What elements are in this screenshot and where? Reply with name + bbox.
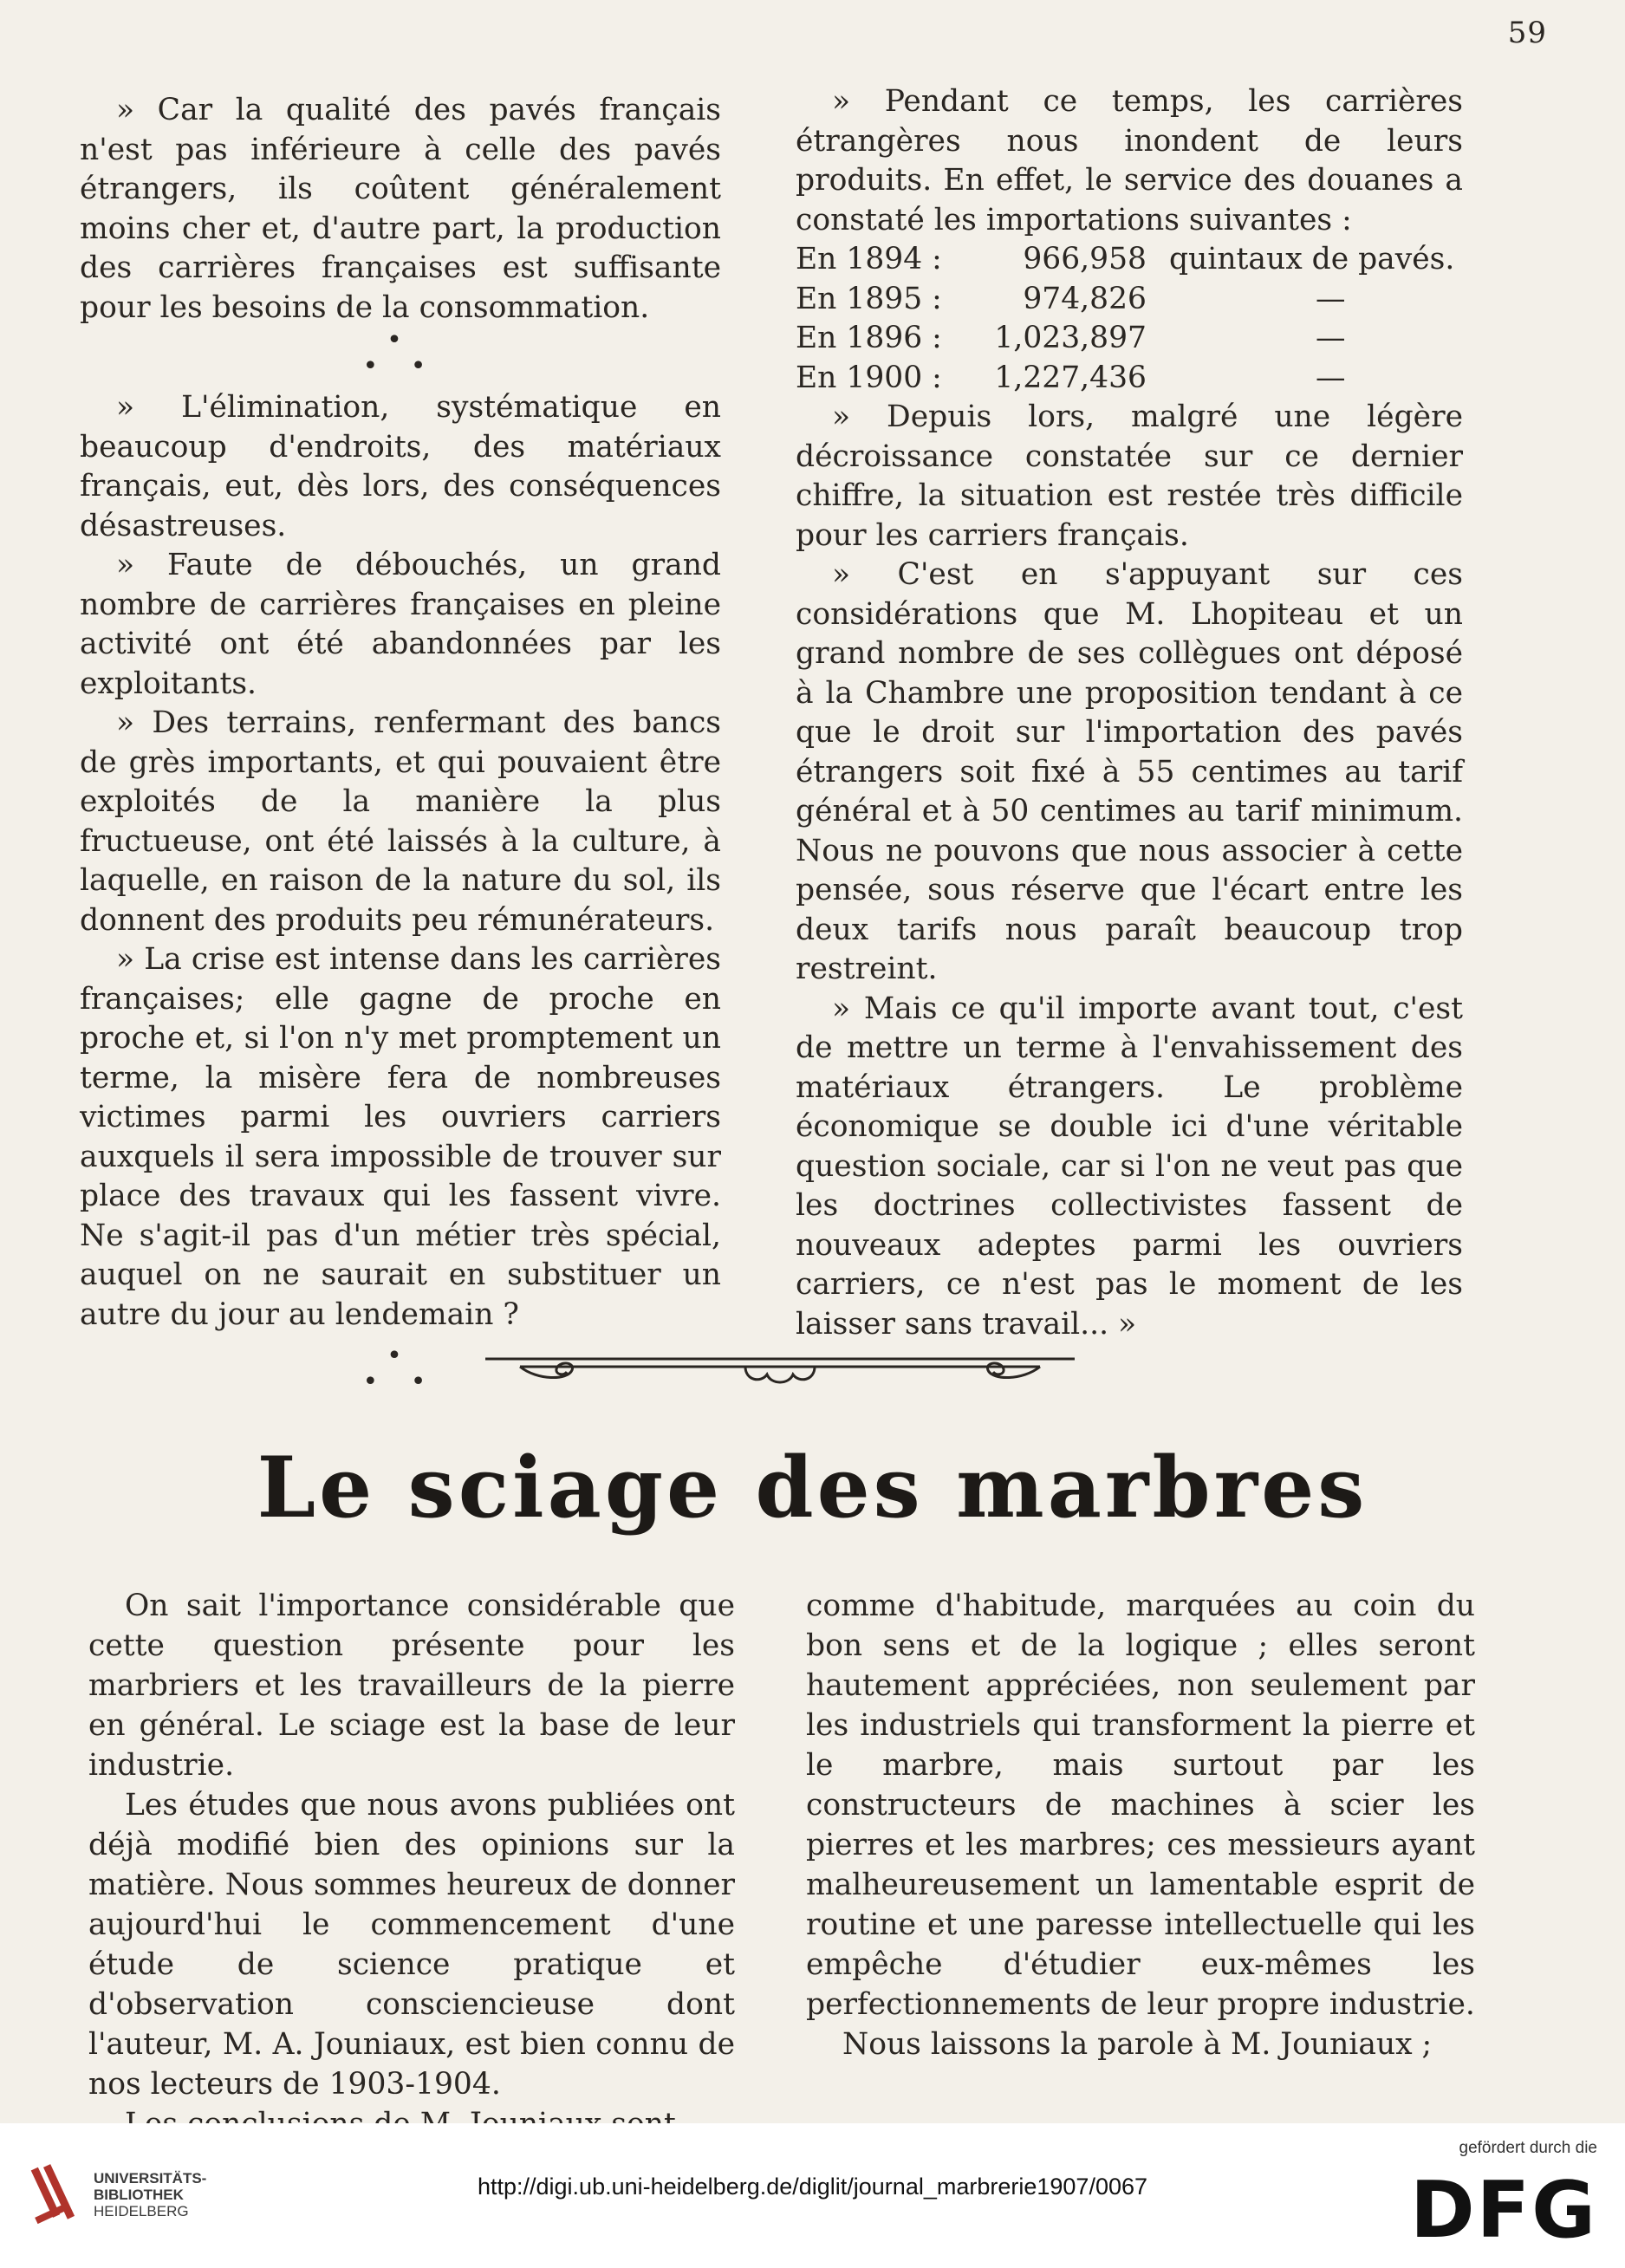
import-unit: — — [1316, 281, 1346, 316]
import-unit: — — [1316, 321, 1346, 355]
right-column-top — [796, 82, 1463, 1344]
digitization-footer — [0, 2123, 1625, 2268]
paragraph: » C'est en s'appuyant sur ces considérations que M. Lhopiteau et un grand nombre de ses collègues ont déposé à la Chambre une proposition tendant à ce que le droit sur l'importation des pavés étrangers soit fixé à 55 centimes au tarif général et à 50 centimes au tarif minimum. Nous ne pouvons que nous associer à cette pensée, sous réserve que l'écart entre les deux tarifs nous paraît beaucoup trop restreint. — [796, 557, 1463, 986]
table-row — [796, 319, 1463, 359]
paragraph: » L'élimination, systématique en beaucoup d'endroits, des matériaux français, eut, dès lors, des conséquences désastreuses. — [80, 390, 721, 543]
table-row — [796, 359, 1463, 399]
paragraph: » La crise est intense dans les carrières françaises; elle gagne de proche en proche et, si l'on n'y met promptement un terme, la misère fera de nombreuses victimes parmi les ouvriers carriers auxquels il sera impossible de trouver sur place des travaux qui les fassent vivre. Ne s'agit-il pas d'un métier très spécial, auquel on ne saurait en substituer un autre du jour au lendemain ? — [80, 942, 721, 1332]
paragraph: » Pendant ce temps, les carrières étrangères nous inondent de leurs produits. En effet, le service des douanes a constaté les importations suivantes : — [796, 84, 1463, 237]
import-year: En 1900 : — [796, 360, 942, 395]
funded-by-label: gefördert durch die — [1459, 2139, 1597, 2157]
import-value: 974,826 — [1023, 281, 1147, 316]
separator-dot: • • — [362, 1367, 439, 1397]
table-row — [796, 240, 1463, 280]
import-year: En 1895 : — [796, 281, 942, 316]
table-row — [796, 280, 1463, 320]
separator-dot: • — [387, 325, 414, 355]
import-value: 1,023,897 — [994, 321, 1147, 355]
section-separator-dots — [80, 325, 721, 388]
import-value: 966,958 — [1023, 242, 1147, 276]
library-line: HEIDELBERG — [94, 2203, 189, 2219]
paragraph: » Car la qualité des pavés français n'est pas inférieure à celle des pavés étrangers, ils coûtent généralement moins cher et, d'autre part, la production des carrières françaises est suffisante pour les besoins de la consommation. — [80, 93, 721, 325]
import-year: En 1894 : — [796, 242, 942, 276]
separator-dot: • — [387, 1341, 414, 1371]
imports-table — [796, 240, 1463, 398]
paragraph: » Faute de débouchés, un grand nombre de carrières françaises en pleine activité ont été abandonnées par les exploitants. — [80, 548, 721, 701]
library-line: BIBLIOTHEK — [94, 2187, 184, 2203]
import-unit: — — [1316, 360, 1346, 395]
paragraph: comme d'habitude, marquées au coin du bon sens et de la logique ; elles seront hautement appréciées, non seulement par les industriels qui transforment la pierre et le marbre, mais surtout par les constructeurs de machines à scier les pierres et les marbres; ces messieurs ayant malheureusement un lamentable esprit de routine et une paresse intellectuelle qui les empêche d'étudier eux-mêmes les perfectionnements de leur propre industrie. — [806, 1589, 1475, 2022]
library-line: UNIVERSITÄTS- — [94, 2170, 207, 2187]
article-title: Le sciage des marbres — [257, 1439, 1368, 1537]
paragraph: Nous laissons la parole à M. Jouniaux ; — [842, 2027, 1433, 2062]
import-value: 1,227,436 — [994, 360, 1147, 395]
paragraph: On sait l'importance considérable que cette question présente pour les marbriers et les travailleurs de la pierre en général. Le sciage est la base de leur industrie. — [88, 1589, 735, 1783]
paragraph: » Des terrains, renfermant des bancs de grès importants, et qui pouvaient être exploités de la manière la plus fructueuse, ont été laissés à la culture, à laquelle, en raison de la nature du sol, ils donnent des produits peu rémunérateurs. — [80, 705, 721, 938]
paragraph: » Depuis lors, malgré une légère décroissance constatée sur ce dernier chiffre, la situation est restée très difficile pour les carriers français. — [796, 400, 1463, 553]
right-column-bottom — [806, 1586, 1475, 2064]
import-unit: quintaux de pavés. — [1169, 242, 1455, 276]
decorative-divider-ornament — [485, 1342, 1075, 1402]
paragraph: » Mais ce qu'il importe avant tout, c'est de mettre un terme à l'envahissement des matériaux étrangers. Le problème économique se double ici d'une véritable question sociale, car si l'on ne veut pas que les doctrines collectivistes fassent de nouveaux adeptes parmi les ouvriers carriers, ce n'est pas le moment de les laisser sans travail... » — [796, 991, 1463, 1342]
page-number: 59 — [1507, 16, 1547, 50]
paragraph: Les études que nous avons publiées ont déjà modifié bien des opinions sur la matière. Nous sommes heureux de donner aujourd'hui le commencement d'une étude de science pratique et d'observation consciencieuse dont l'auteur, M. A. Jouniaux, est bien connu de nos lecteurs de 1903-1904. — [88, 1788, 735, 2102]
dfg-logo: DFG — [1409, 2165, 1597, 2256]
left-column-top — [80, 91, 721, 1404]
permalink-url[interactable]: http://digi.ub.uni-heidelberg.de/diglit/journal_marbrerie1907/0067 — [477, 2174, 1148, 2200]
left-column-bottom — [88, 1586, 735, 2144]
import-year: En 1896 : — [796, 321, 942, 355]
separator-dot: • • — [362, 351, 439, 381]
